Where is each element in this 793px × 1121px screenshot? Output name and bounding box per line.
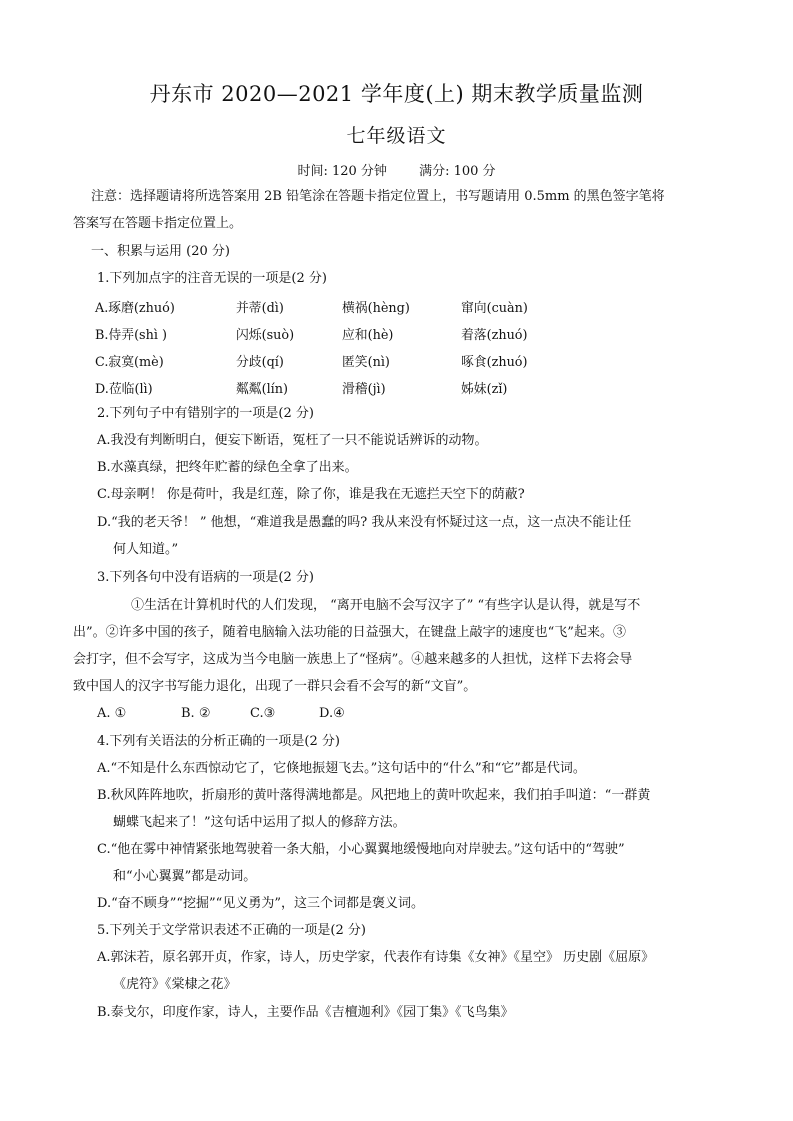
q5-option-b: B.泰戈尔，印度作家，诗人，主要作品《吉檀迦利》《园丁集》《飞鸟集》 bbox=[97, 1005, 514, 1020]
q2-stem: 2.下列句子中有错别字的一项是(2 分) bbox=[97, 406, 314, 421]
exam-score: 满分: 100 分 bbox=[419, 164, 496, 179]
notice-line-2: 答案写在答题卡指定位置上。 bbox=[73, 216, 243, 231]
q1-b-3: 应和(hè) bbox=[342, 328, 394, 343]
notice-line-1: 注意：选择题请将所选答案用 2B 铅笔涂在答题卡指定位置上，书写题请用 0.5mm 的黑色签字笔将 bbox=[91, 189, 665, 204]
q4-option-c-line2: 和“小心翼翼”都是动词。 bbox=[113, 869, 257, 884]
q1-a-3: 横祸(hèng) bbox=[342, 301, 410, 316]
q1-b-4: 着落(zhuó) bbox=[461, 328, 528, 343]
q4-option-b-line2: 蝴蝶飞起来了！”这句话中运用了拟人的修辞方法。 bbox=[113, 815, 406, 830]
q1-b-1: B.侍弄(shì ) bbox=[95, 328, 168, 343]
q2-option-a: A.我没有判断明白，便妄下断语，冤枉了一只不能说话辨诉的动物。 bbox=[97, 433, 488, 448]
exam-title: 丹东市 2020—2021 学年度(上) 期末教学质量监测 bbox=[149, 82, 644, 106]
exam-meta bbox=[0, 160, 793, 179]
q1-a-1: A.琢磨(zhuó) bbox=[95, 301, 175, 316]
q1-b-2: 闪烁(suò) bbox=[236, 328, 295, 343]
exam-time: 时间: 120 分钟 bbox=[297, 164, 387, 179]
q3-passage-4: 致中国人的汉字书写能力退化，出现了一群只会看不会写的新“文盲”。 bbox=[73, 679, 477, 694]
q4-option-a: A.“不知是什么东西惊动它了，它倏地振翅飞去。”这句话中的“什么”和“它”都是代词。 bbox=[97, 761, 586, 776]
q1-a-4: 窜向(cuàn) bbox=[461, 301, 528, 316]
q4-option-d: D.“奋不顾身”“挖掘”“见义勇为”，这三个词都是褒义词。 bbox=[97, 896, 424, 911]
q3-passage-1: ①生活在计算机时代的人们发现， “离开电脑不会写汉字了” “有些字认是认得，就是写不 bbox=[131, 598, 641, 613]
q5-option-a-line1: A.郭沫若，原名郭开贞，作家，诗人，历史学家，代表作有诗集《女神》《星空》 历史剧《屈原》 bbox=[97, 950, 655, 965]
q5-option-a-line2: 《虎符》《棠棣之花》 bbox=[113, 977, 237, 992]
q1-stem: 1.下列加点字的注音无误的一项是(2 分) bbox=[97, 271, 327, 286]
q3-stem: 3.下列各句中没有语病的一项是(2 分) bbox=[97, 570, 314, 585]
q2-option-d-line2: 何人知道。” bbox=[113, 542, 179, 557]
q1-a-2: 并蒂(dì) bbox=[236, 301, 284, 316]
q1-c-3: 匿笑(nì) bbox=[342, 355, 390, 370]
q3-option-a: A. ① bbox=[97, 706, 127, 721]
q4-option-c-line1: C.“他在雾中神情紧张地驾驶着一条大船，小心翼翼地缓慢地向对岸驶去。”这句话中的“驾驶” bbox=[97, 842, 625, 857]
exam-subtitle: 七年级语文 bbox=[346, 125, 447, 147]
q3-option-b: B. ② bbox=[181, 706, 211, 721]
q5-stem: 5.下列关于文学常识表述不正确的一项是(2 分) bbox=[97, 923, 366, 938]
q1-c-1: C.寂寞(mè) bbox=[95, 355, 164, 370]
q1-c-2: 分歧(qí) bbox=[236, 355, 284, 370]
q2-option-c: C.母亲啊！ 你是荷叶，我是红莲，除了你，谁是我在无遮拦天空下的荫蔽? bbox=[97, 487, 525, 502]
q1-d-2: 粼粼(lín) bbox=[236, 382, 289, 397]
q3-option-c: C.③ bbox=[250, 706, 276, 721]
q1-d-4: 姊妹(zǐ) bbox=[461, 382, 508, 397]
q4-stem: 4.下列有关语法的分析正确的一项是(2 分) bbox=[97, 734, 340, 749]
q1-d-1: D.莅临(lì) bbox=[95, 382, 153, 397]
section-1-title: 一、积累与运用 (20 分) bbox=[91, 244, 230, 259]
q1-c-4: 啄食(zhuó) bbox=[461, 355, 528, 370]
q4-option-b-line1: B.秋风阵阵地吹，折扇形的黄叶落得满地都是。风把地上的黄叶吹起来，我们拍手叫道：“一群黄 bbox=[97, 788, 651, 803]
q3-passage-2: 出”。②许多中国的孩子，随着电脑输入法功能的日益强大，在键盘上敲字的速度也“飞”起来。③ bbox=[73, 625, 626, 640]
q2-option-d-line1: D.“我的老天爷！ ” 他想，“难道我是愚蠢的吗? 我从来没有怀疑过这一点，这一点决不能让任 bbox=[97, 515, 632, 530]
q3-passage-3: 会打字，但不会写字，这成为当今电脑一族患上了“怪病”。④越来越多的人担忧，这样下去将会导 bbox=[73, 652, 633, 667]
q3-option-d: D.④ bbox=[319, 706, 345, 721]
q1-d-3: 滑稽(jì) bbox=[342, 382, 386, 397]
q2-option-b: B.水藻真绿，把终年贮蓄的绿色全拿了出来。 bbox=[97, 460, 358, 475]
